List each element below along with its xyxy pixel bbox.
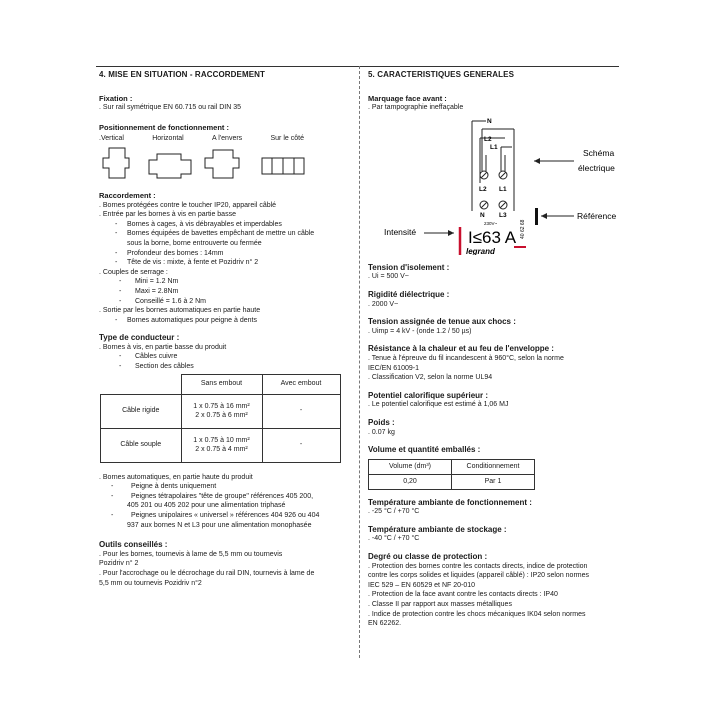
position-shapes	[99, 144, 351, 184]
table-row-label: Câble souple	[101, 428, 182, 462]
column-divider	[359, 66, 360, 658]
position-label-envers: A l'envers	[212, 135, 243, 143]
table-row	[369, 474, 535, 489]
list-item: - Section des câbles	[99, 362, 351, 372]
characteristic-value: IEC 529 – EN 60529 et NF 20-010	[368, 581, 476, 589]
right-column	[368, 70, 620, 629]
label-reference: Référence	[577, 210, 617, 221]
characteristic-value: . -40 °C / +70 °C	[368, 535, 420, 543]
characteristic-heading: Rigidité diélectrique :	[368, 289, 450, 299]
position-label-horizontal: Horizontal	[152, 135, 184, 143]
characteristic-value: . -25 °C / +70 °C	[368, 508, 420, 516]
characteristic-value: IEC/EN 61009-1	[368, 364, 419, 372]
characteristic-value: . Indice de protection contre les chocs mécaniques IK04 selon normes	[368, 610, 586, 618]
reference-code: 40 62 68	[520, 219, 526, 239]
outils-line: . Pour l'accrochage ou le décrochage du rail DIN, tournevis à lame de	[99, 570, 315, 577]
term-bot-l2: L2	[479, 185, 487, 193]
list-item: - Bornes automatiques pour peigne à dents	[99, 316, 351, 326]
table-cell-sans-line2: 2 x 0.75 à 4 mm²	[195, 446, 248, 454]
shape-horizontal	[149, 154, 191, 178]
characteristic-heading: Poids :	[368, 417, 395, 427]
brand-logo: legrand	[466, 246, 495, 255]
list-item: . Sortie par les bornes automatiques en partie haute	[99, 307, 261, 315]
list-item: . Bornes protégées contre le toucher IP20, appareil câblé	[99, 201, 277, 209]
type-conducteur-heading: Type de conducteur :	[99, 333, 180, 343]
characteristic-heading: Tension d'isolement :	[368, 262, 450, 272]
characteristic-heading: Température ambiante de stockage :	[368, 524, 507, 534]
fixation-text: . Sur rail symétrique EN 60.715 ou rail DIN 35	[99, 104, 242, 112]
outils-line: 5,5 mm ou tournevis Pozidriv n°2	[99, 579, 202, 587]
marquage-heading: Marquage face avant :	[368, 93, 447, 103]
bornes-auto-list	[99, 473, 351, 531]
label-intensite: Intensité	[384, 226, 417, 237]
list-item: - Profondeur des bornes : 14mm	[99, 249, 351, 259]
list-item: . Entrée par les bornes à vis en partie basse	[99, 211, 236, 219]
characteristic-value: . Protection des bornes contre les contacts directs, indice de protection	[368, 562, 588, 570]
characteristics-list-2	[368, 498, 620, 629]
positionnement-heading: Positionnement de fonctionnement :	[99, 122, 230, 132]
top-rule	[96, 66, 619, 67]
characteristic-value: . Tenue à l'épreuve du fil incandescent à 960°C, selon la norme	[368, 354, 564, 362]
conditionnement-value: Par 1	[452, 474, 535, 489]
list-item: - Tête de vis : mixte, à fente et Pozidriv n° 2	[99, 258, 351, 268]
characteristic-value: contre les corps solides et liquides (appareil câblé) : IP20 selon normes	[368, 572, 590, 580]
raccordement-heading: Raccordement :	[99, 190, 156, 200]
list-item: - Peignes tétrapolaires "tête de groupe" références 405 200,	[99, 492, 351, 502]
table-cell-sans	[181, 428, 262, 462]
position-label-cote: Sur le côté	[270, 135, 304, 143]
characteristic-value: . Classe II par rapport aux masses métalliques	[368, 601, 512, 609]
list-item: - Bornes à cages, à vis débrayables et imperdables	[99, 220, 351, 230]
characteristic-value: EN 62262.	[368, 620, 402, 628]
term-top-l1: L1	[490, 143, 498, 151]
fixation-heading: Fixation :	[99, 93, 133, 103]
volume-value: 0,20	[369, 474, 452, 489]
characteristic-value: . Ui = 500 V~	[368, 273, 409, 281]
list-item: - Câbles cuivre	[99, 352, 351, 362]
volume-table	[368, 459, 535, 490]
characteristic-heading: Résistance à la chaleur et au feu de l'enveloppe :	[368, 344, 554, 354]
list-item: 937 aux bornes N et L3 pour une alimentation monophasée	[127, 521, 312, 529]
characteristic-heading: Degré ou classe de protection :	[368, 552, 488, 562]
characteristic-value: . 2000 V~	[368, 300, 399, 308]
table-cell-sans-line2: 2 x 0.75 à 6 mm²	[195, 412, 248, 420]
term-top-l2: L2	[484, 135, 492, 143]
outils-heading: Outils conseillés :	[99, 540, 168, 550]
outils-line: . Pour les bornes, tournevis à lame de 5,5 mm ou tournevis	[99, 550, 283, 558]
characteristic-heading: Tension assignée de tenue aux chocs :	[368, 317, 516, 327]
table-cell-sans	[181, 394, 262, 428]
outils-line: Pozidriv n° 2	[99, 560, 139, 568]
position-shapes-drawing	[99, 144, 351, 184]
characteristic-value: . Uimp = 4 kV - (onde 1.2 / 50 µs)	[368, 327, 472, 335]
table-cell-sans-line1: 1 x 0.75 à 16 mm²	[193, 402, 250, 410]
table-row	[101, 394, 341, 428]
table-cell-sans-line1: 1 x 0.75 à 10 mm²	[193, 436, 250, 444]
list-item: - Maxi = 2.8Nm	[99, 287, 351, 297]
term-bot-l3: L3	[499, 211, 507, 219]
wiring-diagram	[368, 113, 620, 255]
characteristics-list	[368, 263, 620, 437]
table-row-label: Câble rigide	[101, 394, 182, 428]
volume-heading: Volume et quantité emballés :	[368, 445, 481, 455]
characteristic-heading: Potentiel calorifique supérieur :	[368, 390, 489, 400]
table-corner	[101, 374, 182, 394]
list-item: 405 201 ou 405 202 pour une alimentation triphasé	[127, 502, 286, 510]
list-item: - Conseillé = 1.6 à 2 Nm	[99, 297, 351, 307]
section-table	[100, 374, 341, 463]
list-item: - Mini = 1.2 Nm	[99, 277, 351, 287]
table-cell-avec: -	[262, 428, 340, 462]
list-item: . Bornes à vis, en partie basse du produit	[99, 343, 227, 351]
table-cell-avec: -	[262, 394, 340, 428]
list-item: . Bornes automatiques, en partie haute du produit	[99, 473, 253, 481]
marquage-text: . Par tampographie ineffaçable	[368, 104, 464, 112]
term-bot-n: N	[480, 211, 485, 219]
table-header-sans: Sans embout	[181, 374, 262, 394]
position-labels	[99, 134, 304, 144]
term-bot-l1: L1	[499, 185, 507, 193]
position-label-vertical: .Vertical	[99, 135, 124, 143]
table-header-avec: Avec embout	[262, 374, 340, 394]
term-top-n: N	[487, 117, 492, 125]
rating-mark: I≤63 A	[468, 227, 517, 247]
characteristic-value: . Protection de la face avant contre les contacts directs : IP40	[368, 591, 558, 599]
label-schema-1: Schéma	[583, 147, 615, 158]
volume-header-volume: Volume (dm³)	[369, 459, 452, 474]
shape-vertical	[103, 148, 129, 178]
characteristic-value: . Le potentiel calorifique est estimé à 1,06 MJ	[368, 401, 509, 409]
shape-envers	[205, 150, 239, 178]
outils-text	[99, 550, 351, 588]
front-marking-diagram	[368, 113, 620, 255]
volume-header-conditionnement: Conditionnement	[452, 459, 535, 474]
characteristic-value: . 0.07 kg	[368, 428, 395, 436]
raccordement-list	[99, 201, 351, 326]
characteristic-value: . Classification V2, selon la norme UL94	[368, 374, 493, 382]
section-title-5: 5. CARACTERISTIQUES GENERALES	[368, 70, 515, 79]
type-conducteur-list	[99, 343, 351, 372]
label-schema-2: électrique	[578, 162, 615, 173]
list-item: - Peigne à dents uniquement	[99, 482, 351, 492]
list-item: sous la borne, borne entrouverte ou fermée	[127, 239, 262, 247]
characteristic-heading: Température ambiante de fonctionnement :	[368, 497, 532, 507]
section-title-4: 4. MISE EN SITUATION - RACCORDEMENT	[99, 70, 266, 79]
list-item: - Peignes unipolaires « universel » références 404 926 ou 404	[99, 511, 351, 521]
table-row	[101, 428, 341, 462]
list-item: - Bornes équipées de bavettes empêchant de mettre un câble	[99, 229, 351, 239]
voltage-mark: 230V~	[484, 220, 498, 226]
list-item: . Couples de serrage :	[99, 268, 168, 276]
left-column	[99, 70, 351, 588]
